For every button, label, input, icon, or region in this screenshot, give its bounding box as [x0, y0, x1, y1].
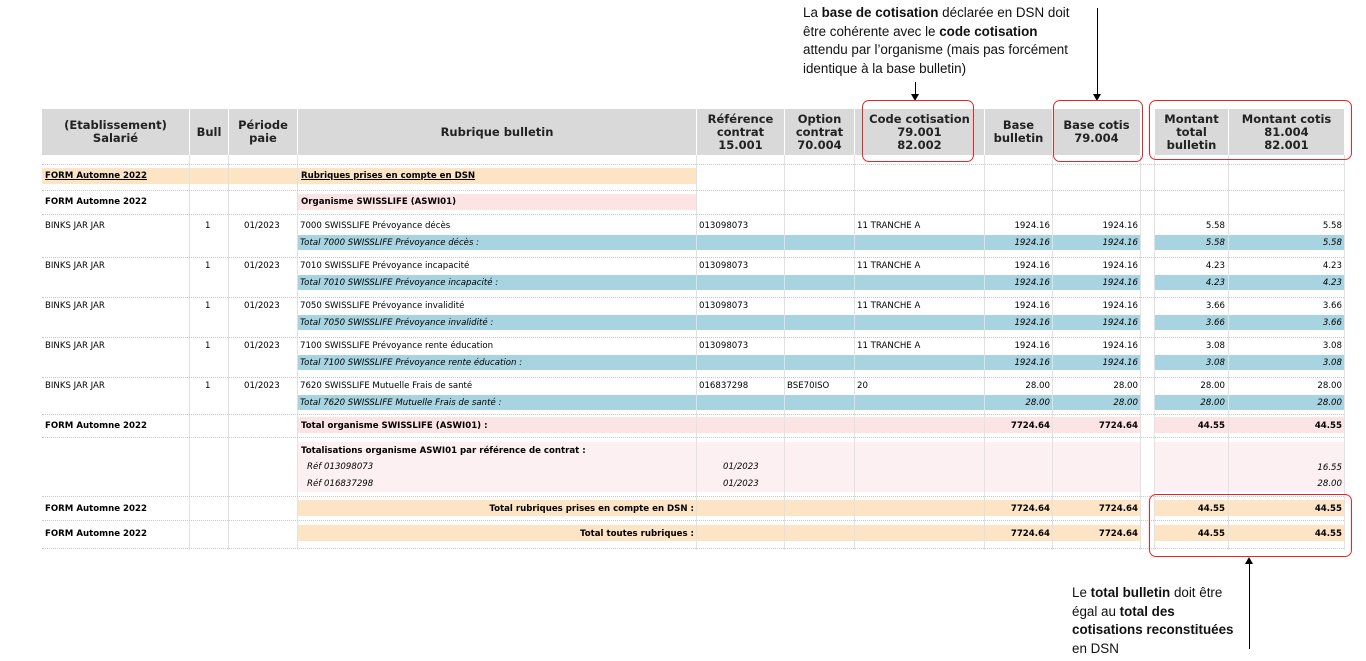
organisme-label: Organisme SWISSLIFE (ASWI01): [301, 197, 457, 207]
reference: 013098073: [699, 301, 749, 311]
header-code: Code cotisation 79.001 82.002: [855, 109, 984, 155]
base: 1924.16: [1014, 221, 1050, 231]
ref-mc: 16.55: [1317, 463, 1342, 473]
header-periode: Période paie: [229, 109, 297, 155]
periode: 01/2023: [244, 301, 280, 311]
total-org-etab: FORM Automne 2022: [45, 421, 147, 431]
total-base: 1924.16: [1014, 318, 1050, 328]
header-bull: Bull: [190, 109, 228, 155]
total-base: 1924.16: [1014, 278, 1050, 288]
row-line: [42, 377, 1344, 378]
total-org-basecotis: 7724.64: [1098, 421, 1138, 431]
total-montant-cotis: 28.00: [1317, 398, 1342, 408]
base: 1924.16: [1014, 301, 1050, 311]
row-line: [42, 437, 1344, 438]
periode: 01/2023: [244, 381, 280, 391]
base: 1924.16: [1014, 261, 1050, 271]
rubrique: 7050 SWISSLIFE Prévoyance invalidité: [300, 301, 465, 311]
row-line: [42, 496, 1344, 497]
base: 28.00: [1025, 381, 1050, 391]
total-montant-total: 5.58: [1205, 238, 1225, 248]
totalisations-label: Totalisations organisme ASWI01 par référence de contrat :: [301, 446, 586, 456]
total-basecotis: 1924.16: [1102, 318, 1138, 328]
basecotis: 1924.16: [1102, 341, 1138, 351]
total-label: Total 7620 SWISSLIFE Mutuelle Frais de santé :: [300, 398, 502, 408]
top-annotation: La base de cotisation déclarée en DSN doit être cohérente avec le code cotisation attendu par l’organisme (mais pas forcément identique à la base bulletin): [803, 5, 1070, 76]
header-reference: Référence contrat 15.001: [697, 109, 784, 155]
header-montant-cotis: Montant cotis 81.004 82.001: [1229, 109, 1344, 155]
total-montant-cotis: 5.58: [1322, 238, 1342, 248]
header-etab: (Etablissement) Salarié: [42, 109, 189, 155]
basecotis: 1924.16: [1102, 301, 1138, 311]
highlight-code-cotisation: [862, 100, 974, 162]
total-base: 1924.16: [1014, 358, 1050, 368]
row-line: [42, 414, 1344, 415]
col-line: [1344, 155, 1345, 550]
bull: 1: [205, 301, 211, 311]
header-rubrique: Rubrique bulletin: [298, 109, 696, 155]
montant-total: 4.23: [1205, 261, 1225, 271]
code: 11 TRANCHE A: [857, 301, 921, 311]
basecotis: 1924.16: [1102, 221, 1138, 231]
code: 11 TRANCHE A: [857, 341, 921, 351]
reference: 013098073: [699, 221, 749, 231]
reference: 013098073: [699, 341, 749, 351]
header-option: Option contrat 70.004: [785, 109, 854, 155]
total-montant-cotis: 4.23: [1322, 278, 1342, 288]
total-basecotis: 1924.16: [1102, 358, 1138, 368]
row-line: [42, 337, 1344, 338]
montant-total: 28.00: [1200, 381, 1225, 391]
montant-total: 3.66: [1205, 301, 1225, 311]
ref-label: Réf 016837298: [307, 479, 374, 489]
total-basecotis: 1924.16: [1102, 238, 1138, 248]
row-line: [42, 164, 1344, 165]
total-dsn-etab: FORM Automne 2022: [45, 504, 147, 514]
form-label: FORM Automne 2022: [45, 197, 147, 207]
total-basecotis: 1924.16: [1102, 278, 1138, 288]
periode: 01/2023: [244, 221, 280, 231]
form-label: FORM Automne 2022: [45, 171, 147, 181]
montant-total: 3.08: [1205, 341, 1225, 351]
total-org-base: 7724.64: [1010, 421, 1050, 431]
bull: 1: [205, 381, 211, 391]
periode: 01/2023: [244, 261, 280, 271]
ref-label: Réf 013098073: [307, 462, 374, 472]
total-montant-cotis: 3.66: [1322, 318, 1342, 328]
arrow-to-totals: [1249, 563, 1250, 649]
row-line: [42, 257, 1344, 258]
total-all-mc: 44.55: [1314, 529, 1342, 539]
bull: 1: [205, 261, 211, 271]
periode: 01/2023: [244, 341, 280, 351]
total-montant-total: 4.23: [1205, 278, 1225, 288]
total-label: Total 7100 SWISSLIFE Prévoyance rente éducation :: [300, 358, 523, 368]
total-base: 28.00: [1025, 398, 1050, 408]
total-dsn-basecotis: 7724.64: [1098, 504, 1138, 514]
ref-mc: 28.00: [1317, 479, 1342, 489]
rubrique: 7010 SWISSLIFE Prévoyance incapacité: [300, 261, 470, 271]
total-all-mt: 44.55: [1197, 529, 1225, 539]
montant-cotis: 4.23: [1322, 261, 1342, 271]
total-all-label: Total toutes rubriques :: [580, 529, 694, 539]
ref-periode: 01/2023: [723, 462, 759, 472]
salarie: BINKS JAR JAR: [45, 341, 105, 351]
header-montant-total: Montant total bulletin: [1155, 109, 1228, 155]
bull: 1: [205, 341, 211, 351]
row-line: [42, 190, 1344, 191]
basecotis: 28.00: [1113, 381, 1138, 391]
arrow-to-basecotis: [1097, 8, 1098, 96]
basecotis: 1924.16: [1102, 261, 1138, 271]
highlight-base-cotis: [1053, 100, 1143, 162]
total-all-basecotis: 7724.64: [1098, 529, 1138, 539]
total-base: 1924.16: [1014, 238, 1050, 248]
montant-cotis: 28.00: [1317, 381, 1342, 391]
total-basecotis: 28.00: [1113, 398, 1138, 408]
reference: 013098073: [699, 261, 749, 271]
total-label: Total 7000 SWISSLIFE Prévoyance décès :: [300, 238, 480, 248]
rubrique: 7100 SWISSLIFE Prévoyance rente éducation: [300, 341, 494, 351]
highlight-montant-headers: [1149, 100, 1352, 160]
total-dsn-label: Total rubriques prises en compte en DSN :: [489, 504, 694, 514]
salarie: BINKS JAR JAR: [45, 261, 105, 271]
total-montant-total: 3.08: [1205, 358, 1225, 368]
code: 11 TRANCHE A: [857, 221, 921, 231]
rubrique: 7000 SWISSLIFE Prévoyance décès: [300, 221, 451, 231]
total-org-label: Total organisme SWISSLIFE (ASWI01) :: [301, 421, 488, 431]
total-org-mt: 44.55: [1197, 421, 1225, 431]
rubriques-dsn-label: Rubriques prises en compte en DSN: [301, 171, 476, 181]
row-line: [42, 214, 1344, 215]
total-montant-total: 28.00: [1200, 398, 1225, 408]
total-label: Total 7010 SWISSLIFE Prévoyance incapacité :: [300, 278, 499, 288]
montant-cotis: 5.58: [1322, 221, 1342, 231]
bull: 1: [205, 221, 211, 231]
total-dsn-mt: 44.55: [1197, 504, 1225, 514]
montant-total: 5.58: [1205, 221, 1225, 231]
total-all-base: 7724.64: [1010, 529, 1050, 539]
montant-cotis: 3.08: [1322, 341, 1342, 351]
salarie: BINKS JAR JAR: [45, 221, 105, 231]
total-org-mc: 44.55: [1314, 421, 1342, 431]
header-basecotis: Base cotis 79.004: [1053, 109, 1140, 155]
total-montant-total: 3.66: [1205, 318, 1225, 328]
ref-periode: 01/2023: [723, 479, 759, 489]
total-dsn-base: 7724.64: [1010, 504, 1050, 514]
code: 11 TRANCHE A: [857, 261, 921, 271]
header-base: Base bulletin: [985, 109, 1052, 155]
reference: 016837298: [699, 381, 749, 391]
row-line: [42, 297, 1344, 298]
code: 20: [857, 381, 868, 391]
option: BSE70ISO: [787, 381, 830, 391]
base: 1924.16: [1014, 341, 1050, 351]
salarie: BINKS JAR JAR: [45, 301, 105, 311]
total-label: Total 7050 SWISSLIFE Prévoyance invalidité :: [300, 318, 494, 328]
total-montant-cotis: 3.08: [1322, 358, 1342, 368]
highlight-totals: [1149, 494, 1352, 557]
total-dsn-mc: 44.55: [1314, 504, 1342, 514]
total-all-etab: FORM Automne 2022: [45, 529, 147, 539]
rubrique: 7620 SWISSLIFE Mutuelle Frais de santé: [300, 381, 473, 391]
salarie: BINKS JAR JAR: [45, 381, 105, 391]
bottom-annotation: Le total bulletin doit être égal au total des cotisations reconstituées en DSN: [1072, 585, 1234, 656]
montant-cotis: 3.66: [1322, 301, 1342, 311]
